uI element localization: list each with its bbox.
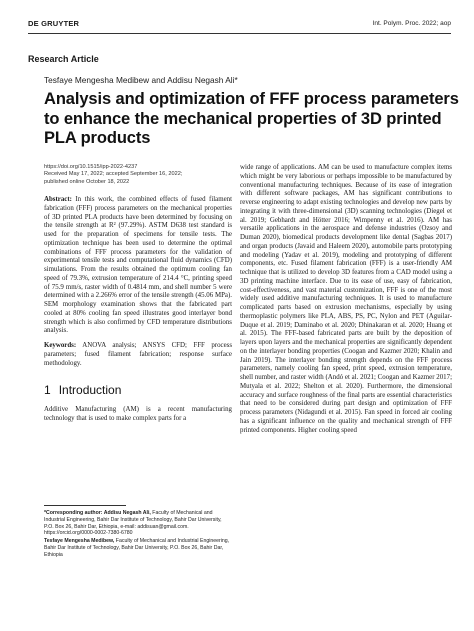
section-title: Introduction [58, 383, 122, 398]
abstract [44, 196, 232, 336]
journal-reference: Int. Polym. Proc. 2022; aop [372, 20, 451, 27]
author-list: Tesfaye Mengesha Medibew and Addisu Negash Ali* [44, 75, 238, 85]
page-header [0, 0, 474, 46]
section-number: 1 [44, 383, 51, 398]
footnotes [44, 510, 232, 560]
second-author-note [44, 538, 232, 558]
abstract-text: In this work, the combined effects of fused filament fabrication (FFF) process parameters on the mechanical properties of 3D printed PLA products have been determined by focusing on the tensile strength at R² (97.29%). ASTM D638 test standard is used for the preparation of specimens for tensile tests. The optimization technique has been used to determine the optimal combinations of FFF process parameters for the validation of experimental tensile tests and computational fluid dynamics (CFD) simulations. From the results obtained the optimum cooling fan speed of 79.3%, extrusion temperature of 214.4 °C, printing speed of 75.9 mm/s, raster width of 0.4814 mm, and shell number 5 were determined with a 2.266% error of the tensile strength (45.06 MPa). SEM morphology examination shows that the fabricated part cooled at 80% cooling fan speed illustrates good interlayer bond strength which is also confirmed by CFD temperature distributions analysis. [44, 196, 232, 335]
abstract-label: Abstract: [44, 196, 72, 204]
doi-link[interactable]: https://doi.org/10.1515/ipp-2022-4237 [44, 164, 138, 170]
right-column [240, 164, 452, 435]
introduction-text: Additive Manufacturing (AM) is a recent manufacturing technology that is used to make complex parts for a [44, 406, 232, 423]
corresponding-author-note [44, 510, 232, 537]
section-heading [44, 383, 232, 397]
header-rule [28, 33, 451, 34]
article-type: Research Article [28, 54, 99, 64]
keywords [44, 342, 232, 368]
keywords-label: Keywords: [44, 342, 77, 350]
received-dates: Received May 17, 2022; accepted September 16, 2022; [44, 171, 183, 178]
published-date: published online October 18, 2022 [44, 178, 130, 185]
left-column [44, 164, 232, 424]
corresponding-author-text: Faculty of Mechanical and Industrial Engineering, Bahir Dar Institute of Technology, Bahir Dar University, P.O. Box 26, Bahir Dar, Ethiopia, e-mail: addisuan@gmail.com. https://orcid.org/0000-0002-7380-6780 [44, 510, 222, 537]
article-title: Analysis and optimization of FFF process parameters to enhance the mechanical properties of 3D printed PLA products [44, 90, 459, 147]
corresponding-author-label: *Corresponding author: Addisu Negash Ali, [44, 510, 151, 516]
publisher-logo: DE GRUYTER [28, 19, 80, 28]
second-author-text: Faculty of Mechanical and Industrial Engineering, Bahir Dar Institute of Technology, Bahir Dar University, P.O. Box 26, Bahir Dar, Ethiopia [44, 538, 230, 558]
article-metadata [44, 164, 232, 186]
second-author-label: Tesfaye Mengesha Medibew, [44, 538, 115, 545]
footnote-rule [44, 505, 126, 506]
body-text: wide range of applications. AM can be used to manufacture complex items which might be very laborious or perhaps impossible to be manufactured by conventional manufacturing techniques. Because of its ease of integration with different software packages, AM has significant contributions to reverse engineering to adapt existing technologies and develop new parts by integrating it with three-dimensional (3D) scanning technologies (Diegel et al. 2019; Gebhardt and Hötter 2016; Wimpenny et al. 2016). AM has versatile applications in the aerospace and defense industries (Ozsoy and Duman 2020), biomedical products development like dental (Sagbas 2017) and organ products (Javaid and Haleem 2020), automobile parts prototyping and modeling (Yadav et al. 2019), modeling and prototyping of different components, etc. Fused filament fabrication (FFF) is a user-friendly AM technique that is utilized to develop 3D features from a CAD model using a 3D printing machine interface. Due to its ease of use, easy of fabrication, cost-effectiveness, and vast material customization, FFF is one of the most widely used additive manufacturing techniques. It is used to manufacture complicated parts based on extrusion mechanisms, especially by using thermoplastic polymers like PLA, ABS, PS, PC, Nylon and PET (Aguilar-Duque et al. 2019; Daminabo et al. 2020; Dhinakaran et al. 2020; Huang et al. 2015). The FFF-based fabricated parts are built by the deposition of layers upon layers and the mechanical properties are significantly dependent on the interlayer bonding properties (Coogan and Kazmer 2020; Khalin and Jain 2019). The interlayer bonding strength depends on the FFF process parameters, namely cooling fan speed, print speed, extrusion temperature, shell number, and raster width (Andó et al. 2021; Coogan and Kazmer 2017; Mutyala et al. 2022; Shelton et al. 2020). Furthermore, the dimensional accuracy and surface roughness of the final parts are essential characteristics that need to be considered during part design and optimization of FFF process parameters (Nidagundi et al. 2015). Fan speed in forced air cooling has a significant influence on the quality and mechanical strength of FFF printed components. Higher cooling speed [240, 164, 452, 434]
keywords-text: ANOVA analysis; ANSYS CFD; FFF process parameters; fused filament fabrication; response surface methodology. [44, 342, 233, 367]
